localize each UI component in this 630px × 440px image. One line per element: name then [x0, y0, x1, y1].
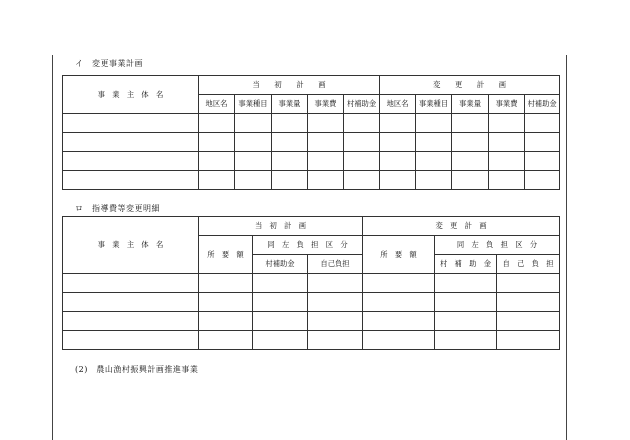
table-cell [199, 133, 235, 152]
table-cell [452, 114, 489, 133]
left-margin-line [52, 55, 53, 440]
table-cell [272, 152, 308, 171]
table-cell [308, 171, 344, 190]
table-cell [199, 293, 253, 312]
table-cell [308, 293, 363, 312]
table-cell [435, 293, 497, 312]
table-cell [489, 152, 525, 171]
table-cell [416, 171, 452, 190]
table-cell [344, 133, 380, 152]
self-burden-header: 自 己 負 担 [497, 255, 560, 274]
table-cell [497, 293, 560, 312]
table-cell [272, 133, 308, 152]
table-cell [63, 114, 199, 133]
table-cell [272, 171, 308, 190]
section-heading: (2) 農山漁村振興計画推進事業 [75, 365, 199, 374]
changed-plan-header: 変 更 計 画 [363, 217, 560, 236]
section-heading: イ 変更事業計画 [75, 59, 143, 68]
table-cell [308, 114, 344, 133]
table-cell [452, 133, 489, 152]
table-cell [452, 171, 489, 190]
column-header: 地区名 [199, 95, 235, 114]
table-cell [380, 152, 416, 171]
change-plan-table [62, 75, 560, 190]
table-cell [63, 331, 199, 350]
table-cell [253, 293, 308, 312]
table-cell [63, 171, 199, 190]
entity-header: 事 業 主 体 名 [63, 217, 199, 274]
table-cell [380, 133, 416, 152]
entity-header: 事 業 主 体 名 [63, 76, 199, 114]
table-cell [308, 312, 363, 331]
table-cell [199, 171, 235, 190]
table-cell [363, 331, 435, 350]
table-cell [497, 331, 560, 350]
column-header: 村補助金 [344, 95, 380, 114]
burden-breakdown-header: 同 左 負 担 区 分 [435, 236, 560, 255]
subsidy-header: 村 補 助 金 [435, 255, 497, 274]
table-cell [380, 114, 416, 133]
table-cell [253, 312, 308, 331]
table-row [63, 152, 560, 171]
table-cell [435, 274, 497, 293]
column-header: 事業費 [489, 95, 525, 114]
table-cell [416, 133, 452, 152]
table-row [63, 114, 560, 133]
table-cell [344, 114, 380, 133]
table-cell [525, 152, 560, 171]
table-cell [363, 312, 435, 331]
burden-breakdown-header: 同 左 負 担 区 分 [253, 236, 363, 255]
table-cell [452, 152, 489, 171]
table-cell [199, 312, 253, 331]
table-cell [525, 133, 560, 152]
table-cell [525, 171, 560, 190]
column-header: 地区名 [380, 95, 416, 114]
column-header: 事業種目 [235, 95, 272, 114]
table-cell [525, 114, 560, 133]
column-header: 事業費 [308, 95, 344, 114]
table-cell [63, 133, 199, 152]
table-cell [272, 114, 308, 133]
table-cell [308, 152, 344, 171]
section-heading: ロ 指導費等変更明細 [75, 204, 160, 213]
table-cell [235, 133, 272, 152]
initial-plan-header: 当 初 計 画 [199, 217, 363, 236]
table-cell [416, 152, 452, 171]
column-header: 事業量 [452, 95, 489, 114]
table-cell [63, 293, 199, 312]
table-cell [308, 133, 344, 152]
table-row [63, 312, 560, 331]
table-cell [435, 312, 497, 331]
table-cell [489, 114, 525, 133]
table-cell [235, 114, 272, 133]
table-row [63, 171, 560, 190]
table-cell [344, 152, 380, 171]
table-cell [63, 274, 199, 293]
self-burden-header: 自己負担 [308, 255, 363, 274]
required-amount-header: 所 要 額 [199, 236, 253, 274]
table-cell [380, 171, 416, 190]
subsidy-header: 村補助金 [253, 255, 308, 274]
required-amount-header: 所 要 額 [363, 236, 435, 274]
table-cell [199, 331, 253, 350]
table-cell [363, 274, 435, 293]
table-cell [308, 274, 363, 293]
table-cell [253, 274, 308, 293]
table-cell [63, 152, 199, 171]
table-cell [416, 114, 452, 133]
table-cell [235, 171, 272, 190]
table-cell [435, 331, 497, 350]
table-cell [199, 114, 235, 133]
table-cell [363, 293, 435, 312]
table-cell [253, 331, 308, 350]
guidance-cost-table [62, 216, 560, 350]
table-cell [235, 152, 272, 171]
table-cell [497, 312, 560, 331]
table-row [63, 274, 560, 293]
table-cell [199, 274, 253, 293]
table-cell [497, 274, 560, 293]
table-cell [199, 152, 235, 171]
initial-plan-header: 当 初 計 画 [199, 76, 380, 95]
column-header: 事業種目 [416, 95, 452, 114]
table-row [63, 331, 560, 350]
table-cell [308, 331, 363, 350]
changed-plan-header: 変 更 計 画 [380, 76, 560, 95]
table-cell [344, 171, 380, 190]
column-header: 事業量 [272, 95, 308, 114]
column-header: 村補助金 [525, 95, 560, 114]
table-row [63, 293, 560, 312]
table-cell [489, 133, 525, 152]
table-cell [489, 171, 525, 190]
right-margin-line [566, 55, 567, 440]
table-row [63, 133, 560, 152]
table-cell [63, 312, 199, 331]
